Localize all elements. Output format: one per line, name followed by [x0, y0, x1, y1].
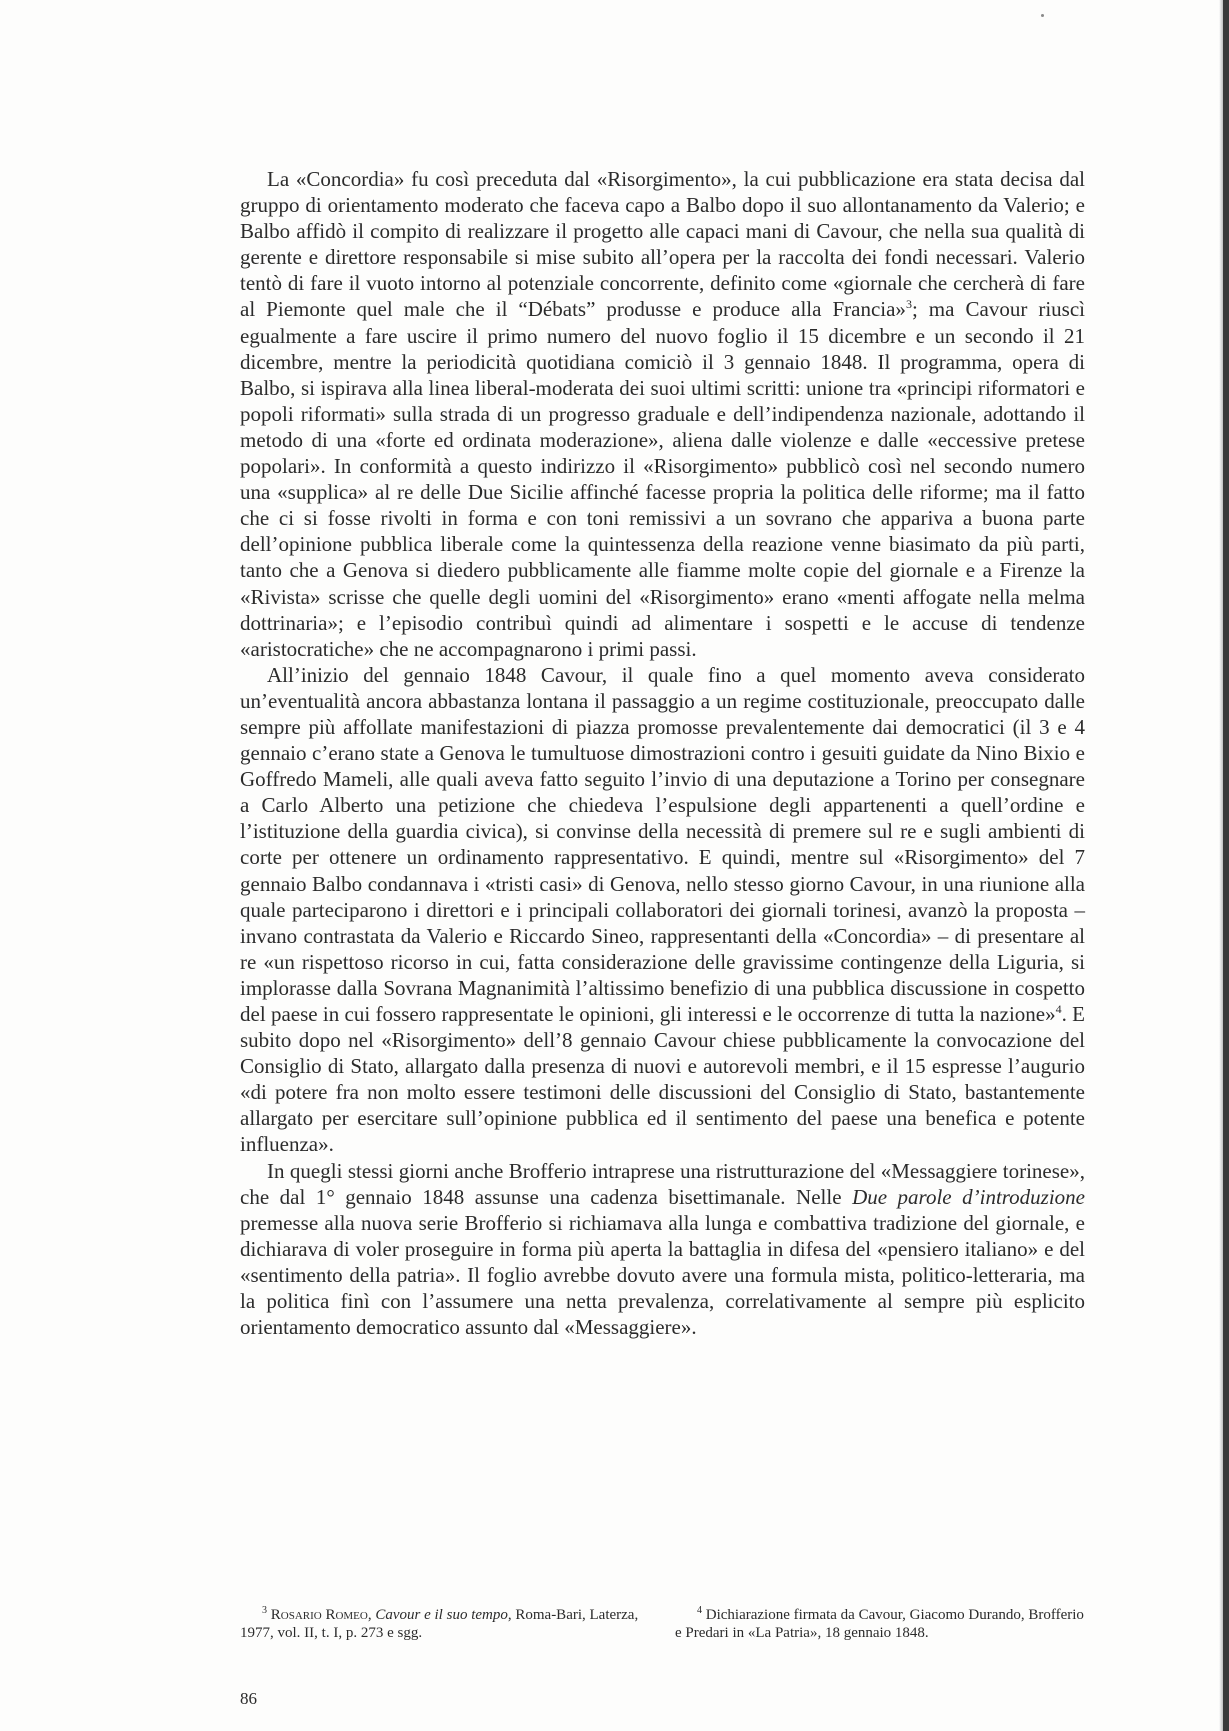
- paragraph-text: In quegli stessi giorni anche Brofferio intraprese una ristrutturazione del «Messaggiere torinese», che dal 1° gennaio 1848 assunse una cadenza bisettimanale. Nelle: [240, 1158, 1085, 1209]
- paragraph-text: All’inizio del gennaio 1848 Cavour, il quale fino a quel momento aveva considerato un’eventualità ancora abbastanza lontana il passaggio a un regime costituzionale, preoccupato dalle sempre più affollate manifestazioni di piazza promosse prevalentemente dai democratici (il 3 e 4 gennaio c’erano state a Genova le tumultuose dimostrazioni contro i gesuiti guidate da Nino Bixio e Goffredo Mameli, alle quali aveva fatto seguito l’invio di una deputazione a Torino per consegnare a Carlo Alberto una petizione che chiedeva l’espulsione degli appartenenti a quell’ordine e l’istituzione della guardia civica), si convinse della necessità di premere sul re e sugli ambienti di corte per ottenere un ordinamento rappresentativo. E quindi, mentre sul «Risorgimento» del 7 gennaio Balbo condannava i «tristi casi» di Genova, nello stesso giorno Cavour, in una riunione alla quale parteciparono i direttori e i principali collaboratori dei giornali torinesi, avanzò la proposta – invano contrastata da Valerio e Riccardo Sineo, rappresentanti della «Concordia» – di presentare al re «un rispettoso ricorso in cui, fatta considerazione delle gravissime contingenze della Liguria, si implorasse dalla Sovrana Magnanimità l’altissimo benefizio di una pubblica discussione in cospetto del paese in cui fossero rappresentate le opinioni, gli interessi e le occorrenze di tutta la nazione»: [240, 662, 1085, 1026]
- footnote-author: Rosario Romeo: [270, 1607, 368, 1623]
- paragraph: [240, 1158, 1085, 1341]
- scan-edge: [1223, 0, 1229, 1731]
- footnote-reference: 4: [1055, 1002, 1062, 1016]
- footnote-number: 3: [262, 1605, 267, 1616]
- paragraph-text: La «Concordia» fu così preceduta dal «Risorgimento», la cui pubblicazione era stata decisa dal gruppo di orientamento moderato che faceva capo a Balbo dopo il suo allontanamento da Valerio; e Balbo affidò il compito di realizzare il progetto alle capaci mani di Cavour, che nella sua qualità di gerente e direttore responsabile si mise subito all’opera per la raccolta dei fondi necessari. Valerio tentò di fare il vuoto intorno al potenziale concorrente, definito come «giornale che cercherà di fare al Piemonte quel male che il “Débats” produsse e produce alla Francia»: [240, 167, 1085, 322]
- footnotes: [240, 1606, 1085, 1642]
- footnote-4: [675, 1606, 1085, 1642]
- footnote-reference: 3: [905, 297, 912, 312]
- footnote-number: 4: [697, 1605, 702, 1616]
- paragraph-text: ; ma Cavour riuscì egualmente a fare uscire il primo numero del nuovo foglio il 15 dicembre e un secondo il 21 dicembre, mentre la periodicità quotidiana comiciò il 3 gennaio 1848. Il programma, opera di Balbo, si ispirava alla linea liberal-moderata dei suoi ultimi scritti: unione tra «principi riformatori e popoli riformati» sulla strada di un progresso graduale e dell’indipendenza nazionale, adottando il metodo di una «forte ed ordinata moderazione», aliena dalle violenze e dalle «eccessive pretese popolari». In conformità a questo indirizzo il «Risorgimento» pubblicò così nel secondo numero una «supplica» al re delle Due Sicilie affinché facesse propria la politica delle riforme; ma il fatto che ci si fosse rivolti in forma e con toni remissivi a un sovrano che appariva a buona parte dell’opinione pubblica liberale come la quintessenza della reazione venne biasimato da più parti, tanto che a Genova si diedero pubblicamente alle fiamme molte copie del giornale e a Firenze la «Rivista» scrisse che quelle degli uomini del «Risorgimento» erano «menti affogate nella melma dottrinaria»; e l’episodio contribuì quindi ad alimentare i sospetti e le accuse di tendenze «aristocratiche» che ne accompagnarono i primi passi.: [240, 297, 1085, 661]
- footnote-3: $^3$ Rosario Romeo, Cavour e il suo tempo, Roma-Bari, Laterza, 1977, vol. II, t. I, p. 273 e sgg.: [240, 1605, 639, 1641]
- italic-text: Due parole d’introduzione: [852, 1184, 1086, 1209]
- page-number: 86: [240, 1689, 257, 1708]
- body-text: [240, 166, 1085, 1340]
- scan-speck: [1041, 14, 1044, 17]
- paragraph: [240, 662, 1085, 1158]
- footnote-text: Dichiarazione firmata da Cavour, Giacomo Durando, Brofferio e Predari in «La Patria», 18 gennaio 1848.: [675, 1607, 1084, 1641]
- footnote-title: Cavour e il suo tempo: [375, 1607, 508, 1623]
- paragraph-text: premesse alla nuova serie Brofferio si richiamava alla lunga e combattiva tradizione del giornale, e dichiarava di voler proseguire in forma più aperta la battaglia in difesa del «pensiero italiano» e del «sentimento della patria». Il foglio avrebbe dovuto avere una formula mista, politico-letteraria, ma la politica finì con l’assumere una netta prevalenza, correlativamente al sempre più esplicito orientamento democratico assunto dal «Messaggiere».: [240, 1210, 1085, 1340]
- paragraph: [240, 166, 1085, 662]
- paragraph-text: . E subito dopo nel «Risorgimento» dell’8 gennaio Cavour chiese pubblicamente la convocazione del Consiglio di Stato, allargato dalla presenza di nuovi e autorevoli membri, e il 15 espresse l’augurio «di potere fra non molto essere testimoni delle discussioni del Consiglio di Stato, bastantemente allargato per esercitare sull’opinione pubblica ed il sentimento del paese una benefica e potente influenza».: [240, 1002, 1085, 1157]
- footnote-details: , Roma-Bari, Laterza, 1977, vol. II, t. I, p. 273 e sgg.: [240, 1607, 639, 1641]
